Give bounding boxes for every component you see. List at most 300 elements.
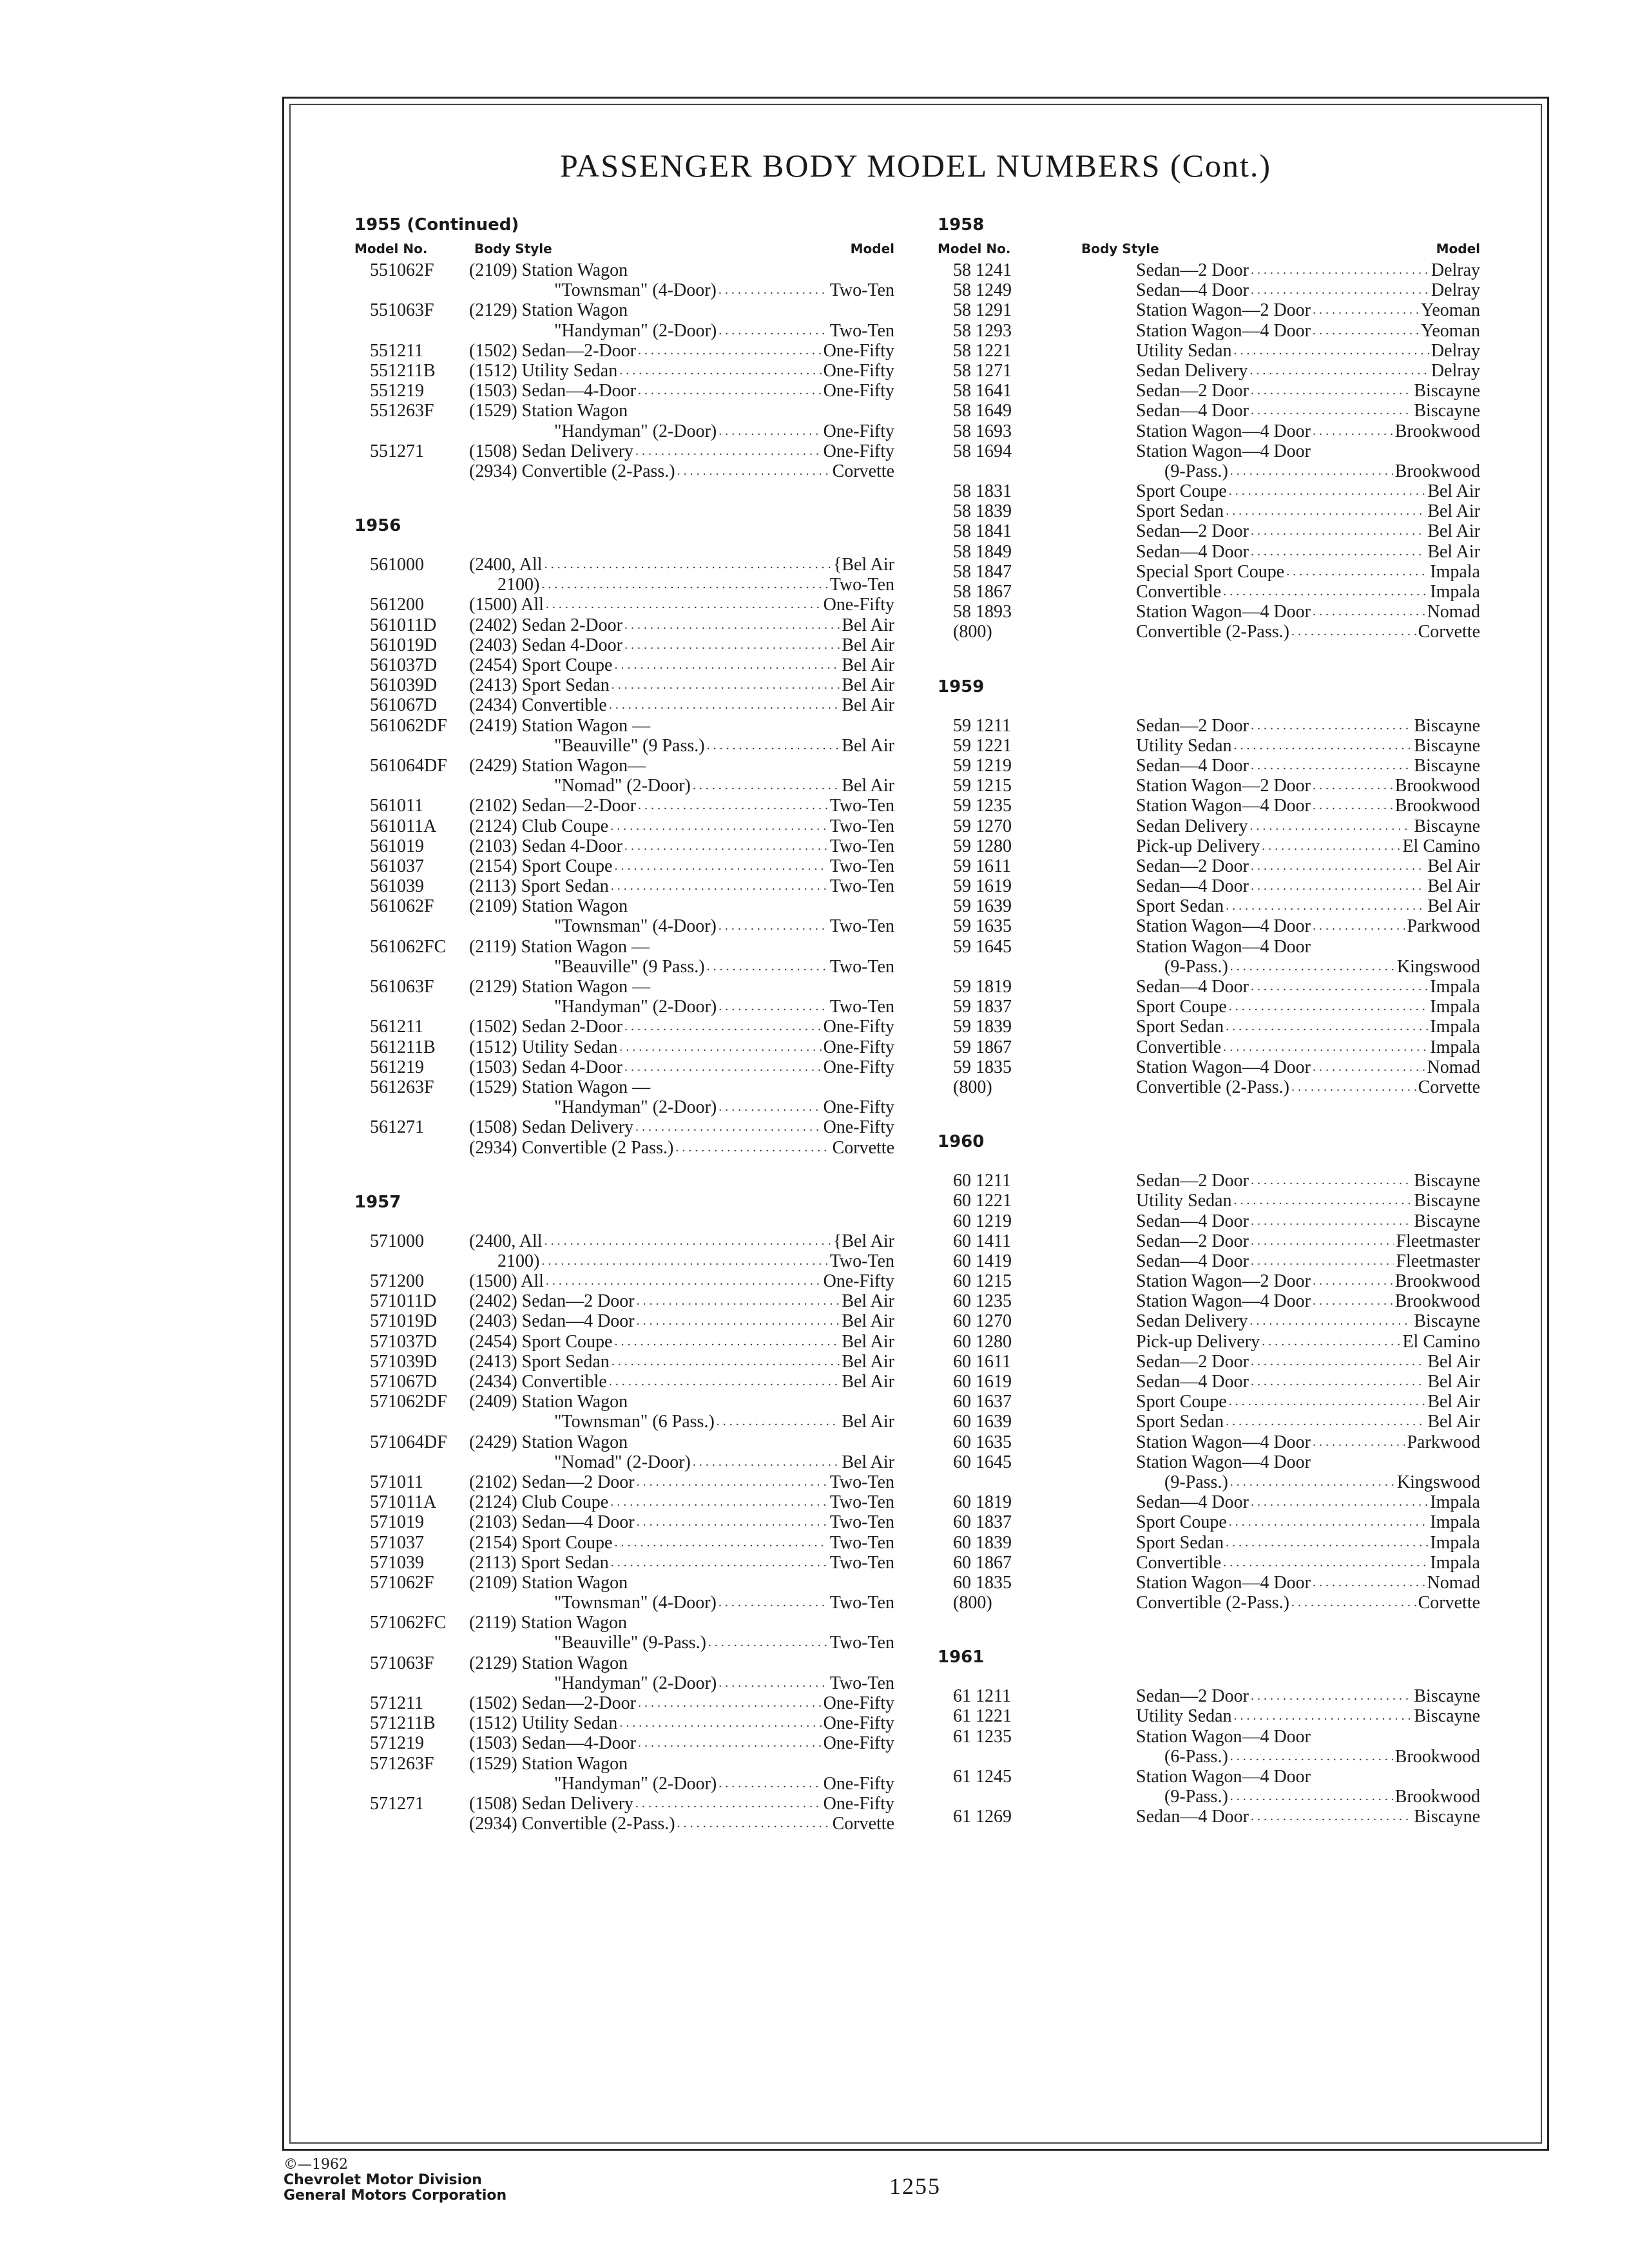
model-number: 60 1635 (953, 1432, 1012, 1452)
model-name: Brookwood (1394, 776, 1480, 796)
dot-leader (635, 1794, 822, 1814)
model-name: One-Fifty (823, 381, 894, 401)
dot-leader (637, 1472, 828, 1492)
model-number: 60 1215 (953, 1271, 1012, 1292)
model-name: Impala (1430, 582, 1480, 602)
body-style: "Handyman" (2-Door) (554, 997, 717, 1017)
model-number: 60 1645 (953, 1452, 1012, 1472)
body-style: (2454) Sport Coupe (469, 655, 613, 675)
body-style: (2109) Station Wagon (469, 896, 628, 917)
dot-leader (1251, 1807, 1412, 1827)
model-number: 551063F (370, 300, 434, 321)
header-model-no: Model No. (938, 241, 1011, 256)
model-number: 551263F (370, 401, 434, 421)
dot-leader (1234, 1706, 1412, 1726)
body-style-cell (1136, 1171, 1480, 1191)
dot-leader (610, 1492, 828, 1512)
model-number: 571211B (370, 1713, 436, 1734)
body-style: "Townsman" (4-Door) (554, 1593, 717, 1613)
body-style: (1502) Sedan 2-Door (469, 1017, 622, 1037)
model-number (354, 1452, 469, 1472)
body-style: Station Wagon—4 Door (1136, 1572, 1311, 1593)
body-style: Convertible (2-Pass.) (1136, 1077, 1289, 1097)
body-style-cell (1136, 836, 1480, 856)
table-row (938, 441, 1480, 461)
body-style-cell (1136, 542, 1480, 562)
table-row (354, 1613, 894, 1633)
model-number: 571000 (370, 1231, 424, 1251)
model-name: Two-Ten (829, 1492, 894, 1513)
dot-leader (718, 280, 828, 300)
model-name: Bel Air (1427, 1351, 1480, 1372)
body-style: (2129) Station Wagon (469, 300, 628, 321)
body-style: (6-Pass.) (1164, 1746, 1228, 1767)
dot-leader (718, 1673, 827, 1693)
dot-leader (708, 1633, 828, 1653)
dot-leader (1223, 1553, 1428, 1573)
body-style: (2434) Convertible (469, 695, 607, 716)
dot-leader (1262, 836, 1400, 856)
model-number: 59 1819 (953, 977, 1012, 997)
model-number: 561062FC (370, 936, 447, 957)
dot-leader (1291, 622, 1416, 642)
body-style-cell (469, 1573, 894, 1593)
dot-leader (718, 421, 821, 441)
table-row (354, 856, 894, 876)
model-name: Fleetmaster (1396, 1251, 1480, 1271)
table-row (354, 1372, 894, 1392)
header-model-no: Model No. (354, 241, 428, 256)
table-row (938, 1492, 1480, 1512)
table-row (354, 1754, 894, 1774)
dot-leader (1251, 1686, 1412, 1706)
model-number (354, 1251, 469, 1271)
model-number: 561037 (370, 856, 424, 876)
table-row (354, 776, 894, 796)
dot-leader (541, 1251, 827, 1271)
body-style-cell (1136, 1472, 1480, 1492)
table-row (938, 916, 1480, 936)
model-number: 561011A (370, 816, 437, 836)
model-name: One-Fifty (823, 1693, 894, 1713)
body-style-cell (469, 1452, 894, 1472)
body-style: (2413) Sport Sedan (469, 1351, 610, 1372)
model-name: Brookwood (1394, 421, 1480, 441)
body-style-cell (469, 1492, 894, 1512)
model-name: One-Fifty (823, 340, 894, 361)
body-style-cell (469, 756, 894, 776)
dot-leader (1251, 542, 1425, 562)
model-name: Corvette (832, 1814, 894, 1834)
body-style-cell (1136, 856, 1480, 876)
dot-leader (718, 321, 827, 341)
body-style: (1529) Station Wagon (469, 401, 628, 421)
body-style: Sport Coupe (1136, 1392, 1227, 1412)
footer-copyright: ©—1962 (284, 2157, 348, 2173)
model-name: Bel Air (1427, 501, 1480, 522)
model-number: 571063F (370, 1653, 434, 1673)
table-row (938, 381, 1480, 401)
body-style-cell (469, 555, 894, 575)
body-style: Sedan—4 Door (1136, 755, 1249, 776)
dot-leader (718, 1774, 821, 1794)
body-style: (2429) Station Wagon— (469, 755, 646, 776)
section-gap (938, 1669, 1480, 1686)
table-row (938, 1432, 1480, 1452)
model-name: One-Fifty (823, 1017, 894, 1037)
dot-leader (624, 1057, 822, 1077)
dot-leader (718, 1593, 828, 1613)
table-row (354, 896, 894, 916)
model-name: Two-Ten (829, 956, 894, 977)
model-name: Corvette (1418, 1593, 1480, 1613)
table-row (938, 957, 1480, 977)
model-number: 571064DF (370, 1432, 447, 1452)
model-name: Nomad (1427, 602, 1480, 622)
model-name: One-Fifty (823, 1097, 894, 1118)
table-row (938, 776, 1480, 796)
table-row (938, 1573, 1480, 1593)
body-style-cell (1136, 957, 1480, 977)
body-style-cell (469, 1693, 894, 1713)
body-style-cell (469, 1713, 894, 1733)
body-style: Station Wagon—2 Door (1136, 776, 1311, 796)
model-name: Two-Ten (829, 280, 894, 301)
dot-leader (1223, 582, 1428, 602)
model-name: Bel Air (842, 1311, 894, 1332)
body-style-cell (1136, 441, 1480, 461)
table-row (938, 1727, 1480, 1747)
dot-leader (1251, 1372, 1425, 1392)
model-number (354, 736, 469, 756)
table-row (354, 441, 894, 461)
body-style-cell (1136, 461, 1480, 481)
dot-leader (1230, 1787, 1393, 1807)
model-number: 571062FC (370, 1613, 447, 1633)
body-style: (2124) Club Coupe (469, 1492, 609, 1513)
body-style-cell (469, 1057, 894, 1077)
table-row (354, 1017, 894, 1037)
model-name: One-Fifty (823, 1117, 894, 1138)
model-name: Impala (1430, 1532, 1480, 1553)
model-number: 571011D (370, 1291, 437, 1312)
body-style-cell (1136, 1553, 1480, 1573)
model-name: One-Fifty (823, 360, 894, 381)
body-style: Station Wagon—4 Door (1136, 421, 1311, 441)
dot-leader (718, 997, 827, 1017)
table-row (354, 1673, 894, 1693)
model-number: 61 1235 (953, 1726, 1012, 1747)
body-style-cell (1136, 876, 1480, 896)
model-number: 561211B (370, 1037, 436, 1057)
body-style-cell (469, 1291, 894, 1311)
body-style: "Handyman" (2-Door) (554, 1097, 717, 1118)
page-title: PASSENGER BODY MODEL NUMBERS (Cont.) (559, 148, 1272, 184)
body-style: (2119) Station Wagon — (469, 936, 650, 957)
model-number (354, 1814, 469, 1834)
table-row (938, 622, 1480, 642)
dot-leader (1251, 260, 1429, 280)
model-name: Bel Air (1427, 1392, 1480, 1412)
body-style-cell (1136, 1686, 1480, 1706)
body-style-cell (469, 441, 894, 461)
body-style-cell (469, 1593, 894, 1613)
body-style: Sedan—2 Door (1136, 521, 1249, 542)
body-style: (2413) Sport Sedan (469, 675, 610, 696)
body-style: (2402) Sedan 2-Door (469, 615, 622, 635)
model-name: Two-Ten (829, 1532, 894, 1553)
body-style: 2100) (497, 575, 540, 595)
section-gap (354, 481, 894, 514)
dot-leader (1230, 461, 1393, 481)
dot-leader (718, 916, 828, 936)
body-style-cell (469, 1332, 894, 1352)
body-style: Sedan—4 Door (1136, 280, 1249, 301)
section-title: 1958 (938, 215, 985, 235)
table-row (354, 1432, 894, 1452)
table-row (938, 1231, 1480, 1251)
body-style-cell (1136, 1211, 1480, 1231)
table-row (354, 1332, 894, 1352)
body-style: (1502) Sedan—2-Door (469, 1693, 636, 1713)
model-number: (800) (953, 622, 992, 642)
table-row (938, 1706, 1480, 1726)
dot-leader (638, 796, 828, 816)
model-number (354, 1673, 469, 1693)
table-row (354, 461, 894, 481)
model-number: 58 1293 (953, 320, 1012, 341)
dot-leader (1251, 756, 1412, 776)
body-style-cell (469, 736, 894, 756)
body-style: Sport Sedan (1136, 1017, 1224, 1037)
model-name: Two-Ten (829, 816, 894, 836)
model-number: 571019 (370, 1512, 424, 1533)
model-number: 561019D (370, 635, 438, 655)
table-row (354, 635, 894, 655)
dot-leader (1229, 1392, 1426, 1412)
table-row (938, 1533, 1480, 1553)
body-style-cell (469, 1754, 894, 1774)
model-name: Impala (1430, 1492, 1480, 1513)
body-style: (1512) Utility Sedan (469, 1713, 618, 1734)
dot-leader (1249, 361, 1429, 381)
body-style-cell (1136, 1787, 1480, 1807)
body-style: (1512) Utility Sedan (469, 1037, 618, 1057)
model-number (354, 1097, 469, 1117)
model-number: 551211B (370, 360, 436, 381)
table-row (938, 937, 1480, 957)
model-number: 571037D (370, 1331, 438, 1352)
body-style: Station Wagon—4 Door (1136, 916, 1311, 937)
body-style-cell (1136, 1727, 1480, 1747)
body-style: (1503) Sedan—4-Door (469, 381, 636, 401)
table-row (938, 1767, 1480, 1787)
table-row (354, 341, 894, 361)
body-style-cell (1136, 1706, 1480, 1726)
body-style-cell (469, 635, 894, 655)
dot-leader (1251, 977, 1428, 997)
body-style-cell (469, 1412, 894, 1432)
model-name: Bel Air (1427, 1372, 1480, 1392)
footer (284, 2157, 506, 2204)
body-style-cell (1136, 381, 1480, 401)
model-name: Brookwood (1394, 461, 1480, 481)
section-gap (938, 699, 1480, 716)
body-style: (2402) Sedan—2 Door (469, 1291, 635, 1312)
model-number (354, 1593, 469, 1613)
model-number: 60 1619 (953, 1372, 1012, 1392)
body-style-cell (469, 1613, 894, 1633)
model-number: 60 1211 (953, 1171, 1011, 1191)
table-row (938, 260, 1480, 280)
table-row (354, 957, 894, 977)
body-style: Station Wagon—4 Door (1136, 1432, 1311, 1452)
body-style-cell (469, 595, 894, 615)
dot-leader (1251, 1492, 1428, 1512)
body-style-cell (1136, 1593, 1480, 1613)
body-style-cell (1136, 562, 1480, 582)
table-row (938, 1412, 1480, 1432)
model-number: 59 1835 (953, 1057, 1012, 1077)
model-number: 561064DF (370, 755, 447, 776)
model-name: Two-Ten (829, 575, 894, 595)
dot-leader (1313, 321, 1419, 341)
dot-leader (1251, 1171, 1412, 1191)
body-style-cell (1136, 521, 1480, 541)
table-row (938, 461, 1480, 481)
model-name: Biscayne (1414, 1706, 1480, 1727)
body-style-cell (469, 1533, 894, 1553)
body-style-cell (469, 461, 894, 481)
body-style-cell (469, 1794, 894, 1814)
body-style: (1508) Sedan Delivery (469, 1117, 634, 1138)
model-number (354, 1412, 469, 1432)
table-row (938, 542, 1480, 562)
table-row (938, 836, 1480, 856)
model-number: 60 1837 (953, 1512, 1012, 1533)
model-name: Bel Air (1427, 521, 1480, 542)
model-number: 561062DF (370, 715, 447, 736)
dot-leader (1286, 562, 1428, 582)
body-style-cell (469, 1311, 894, 1331)
model-number: 60 1221 (953, 1191, 1012, 1211)
body-style-cell (1136, 1191, 1480, 1211)
body-style-cell (1136, 796, 1480, 816)
model-name: Two-Ten (829, 1472, 894, 1492)
body-style: Sedan—2 Door (1136, 381, 1249, 401)
model-number: 60 1639 (953, 1412, 1012, 1432)
table-row (354, 1352, 894, 1372)
body-style: Sedan—2 Door (1136, 1231, 1249, 1251)
model-number: 571062DF (370, 1392, 447, 1412)
body-style-cell (469, 796, 894, 816)
table-row (354, 575, 894, 595)
model-number: 59 1611 (953, 856, 1011, 876)
body-style: Sedan—2 Door (1136, 715, 1249, 736)
table-row (938, 1271, 1480, 1291)
model-name: Two-Ten (829, 1251, 894, 1271)
table-row (938, 321, 1480, 341)
body-style: (2129) Station Wagon (469, 1653, 628, 1673)
model-name: Nomad (1427, 1572, 1480, 1593)
table-row (938, 1807, 1480, 1827)
body-style: Sedan—2 Door (1136, 1686, 1249, 1707)
dot-leader (638, 1693, 822, 1713)
table-row (354, 1633, 894, 1653)
model-number: 571011 (370, 1472, 423, 1492)
body-style: Utility Sedan (1136, 1191, 1232, 1211)
model-name: Kingswood (1396, 956, 1480, 977)
table-row (938, 562, 1480, 582)
table-row (938, 716, 1480, 736)
table-row (938, 1593, 1480, 1613)
dot-leader (1251, 521, 1425, 541)
model-number: 561039D (370, 675, 438, 696)
table-row (354, 1117, 894, 1137)
table-row (938, 501, 1480, 521)
body-style-cell (469, 1633, 894, 1653)
model-name: Nomad (1427, 1057, 1480, 1077)
model-name: Biscayne (1414, 1171, 1480, 1191)
model-name: {Bel Air (833, 555, 894, 575)
table-row (938, 1472, 1480, 1492)
footer-division: Chevrolet Motor Division (284, 2172, 482, 2188)
body-style-cell (1136, 300, 1480, 320)
model-name: One-Fifty (823, 1271, 894, 1292)
model-name: Fleetmaster (1396, 1231, 1480, 1251)
body-style: "Nomad" (2-Door) (554, 776, 691, 796)
model-name: Biscayne (1414, 1191, 1480, 1211)
model-number: (800) (953, 1593, 992, 1613)
body-style-cell (1136, 997, 1480, 1017)
section-title: 1955 (Continued) (354, 215, 519, 235)
table-row (938, 300, 1480, 320)
body-style: (9-Pass.) (1164, 461, 1228, 481)
dot-leader (1251, 1352, 1425, 1372)
model-number: 571271 (370, 1793, 424, 1814)
model-name: Two-Ten (829, 1673, 894, 1693)
table-row (938, 1291, 1480, 1311)
table-row (354, 756, 894, 776)
body-style-cell (1136, 1251, 1480, 1271)
dot-leader (1313, 1271, 1393, 1291)
dot-leader (541, 575, 827, 595)
body-style: Utility Sedan (1136, 340, 1232, 361)
table-row (354, 1713, 894, 1733)
table-row (938, 796, 1480, 816)
body-style: Sedan—4 Door (1136, 1372, 1249, 1392)
dot-leader (1229, 481, 1426, 501)
dot-leader (1251, 401, 1412, 421)
model-name: Bel Air (842, 1291, 894, 1312)
model-number: 561019 (370, 836, 424, 856)
table-row (938, 756, 1480, 776)
model-number: 571200 (370, 1271, 424, 1292)
dot-leader (677, 461, 831, 481)
model-name: Bel Air (1427, 896, 1480, 917)
table-row (938, 1787, 1480, 1807)
table-row (354, 260, 894, 280)
dot-leader (619, 361, 821, 381)
model-number (354, 421, 469, 441)
model-number: 571037 (370, 1532, 424, 1553)
dot-leader (1226, 501, 1425, 521)
body-style: Sedan Delivery (1136, 1311, 1248, 1332)
table-row (354, 1037, 894, 1057)
model-number: 571219 (370, 1733, 424, 1754)
body-style: "Handyman" (2-Door) (554, 320, 717, 341)
dot-leader (635, 441, 822, 461)
